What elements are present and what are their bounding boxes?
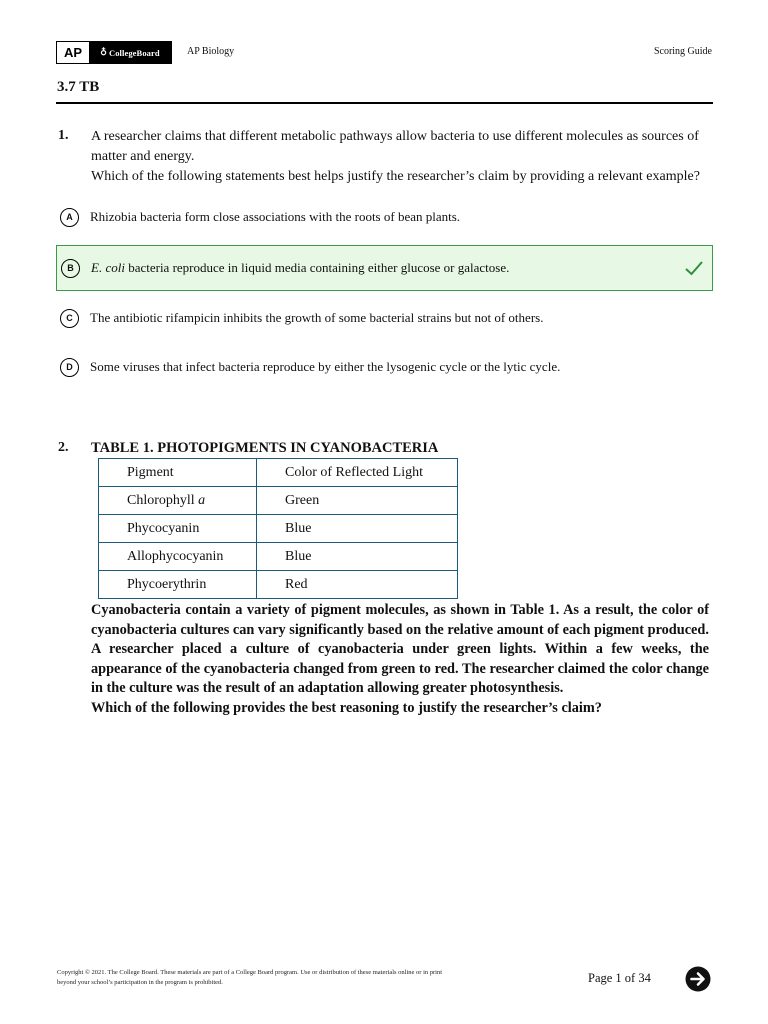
scoring-guide-label: Scoring Guide: [653, 46, 712, 57]
table-cell-color: Green: [257, 487, 458, 515]
copyright-line-1: Copyright © 2021. The College Board. These materials are part of a College Board program. Use or distribution of these materials online or in print: [57, 969, 443, 976]
choice-c-letter: C: [60, 309, 79, 328]
acorn-icon: ♁: [100, 47, 107, 57]
table-cell-color: Red: [257, 571, 458, 599]
choice-b-text: [91, 260, 509, 276]
question-1-stem-line2: Which of the following statements best helps justify the researcher’s claim by providing a relevant example?: [91, 169, 700, 184]
table-row: [99, 487, 458, 515]
choice-b-italic-term: E. coli: [91, 260, 125, 275]
question-1-stem-line1: A researcher claims that different metabolic pathways allow bacteria to use different molecules as sources of matter and energy.: [91, 129, 699, 164]
next-page-arrow-icon[interactable]: [685, 966, 711, 992]
pigment-name: Chlorophyll: [127, 492, 199, 508]
question-2-number: 2.: [58, 440, 69, 455]
question-1-stem: [91, 127, 716, 187]
correct-check-icon: [684, 258, 704, 278]
college-board-logo-text: CollegeBoard: [108, 47, 160, 58]
table-row: [99, 543, 458, 571]
table-header-pigment: Pigment: [99, 459, 257, 487]
table-header-row: [99, 459, 458, 487]
table-cell-color: Blue: [257, 515, 458, 543]
table-cell-color: Blue: [257, 543, 458, 571]
table-cell-pigment: Allophycocyanin: [99, 543, 257, 571]
table-cell-pigment: [99, 487, 257, 515]
question-2-paragraph-2: A researcher placed a culture of cyanobacteria under green lights. Within a few weeks, the appearance of the cyanobacteria changed from green to red. The researcher claimed the color change in the culture was the result of an adaptation allowing greater photosynthesis.: [91, 641, 709, 696]
table-header-color: Color of Reflected Light: [257, 459, 458, 487]
table-title: TABLE 1. PHOTOPIGMENTS IN CYANOBACTERIA: [91, 440, 439, 456]
choice-a-text: Rhizobia bacteria form close associations with the roots of bean plants.: [90, 209, 461, 224]
table-row: [99, 571, 458, 599]
choice-c-text: The antibiotic rifampicin inhibits the growth of some bacterial strains but not of others.: [90, 310, 544, 325]
pigment-name-italic: a: [198, 492, 206, 508]
table-row: [99, 515, 458, 543]
photopigment-table: [98, 458, 458, 599]
choice-b-letter: B: [61, 259, 80, 278]
section-title: 3.7 TB: [57, 79, 100, 95]
choice-a-letter: A: [60, 208, 79, 227]
ap-college-board-logo: [56, 41, 172, 64]
course-name: AP Biology: [187, 46, 235, 57]
copyright-line-2: beyond your school’s participation in the program is prohibited.: [57, 979, 223, 986]
question-2-paragraph-1: Cyanobacteria contain a variety of pigment molecules, as shown in Table 1. As a result, the color of cyanobacteria cultures can vary significantly based on the relative amount of each pigment produced.: [91, 602, 709, 638]
table-cell-pigment: Phycocyanin: [99, 515, 257, 543]
ap-logo-text: AP: [57, 42, 89, 63]
choice-c[interactable]: [56, 295, 713, 341]
choice-d[interactable]: [56, 344, 713, 390]
question-2-prompt: Which of the following provides the best reasoning to justify the researcher’s claim?: [91, 699, 602, 716]
table-cell-pigment: Phycoerythrin: [99, 571, 257, 599]
choice-b[interactable]: [56, 245, 713, 291]
question-2-body: [91, 601, 709, 718]
copyright-notice: [57, 968, 477, 988]
page-number: Page 1 of 34: [588, 971, 651, 985]
choice-d-text: Some viruses that infect bacteria reproduce by either the lysogenic cycle or the lytic cycle.: [90, 359, 561, 374]
question-1-number: 1.: [58, 128, 69, 143]
choice-a[interactable]: [56, 194, 713, 240]
header-divider: [56, 102, 713, 104]
choice-d-letter: D: [60, 358, 79, 377]
choice-b-remainder: bacteria reproduce in liquid media containing either glucose or galactose.: [124, 260, 510, 275]
